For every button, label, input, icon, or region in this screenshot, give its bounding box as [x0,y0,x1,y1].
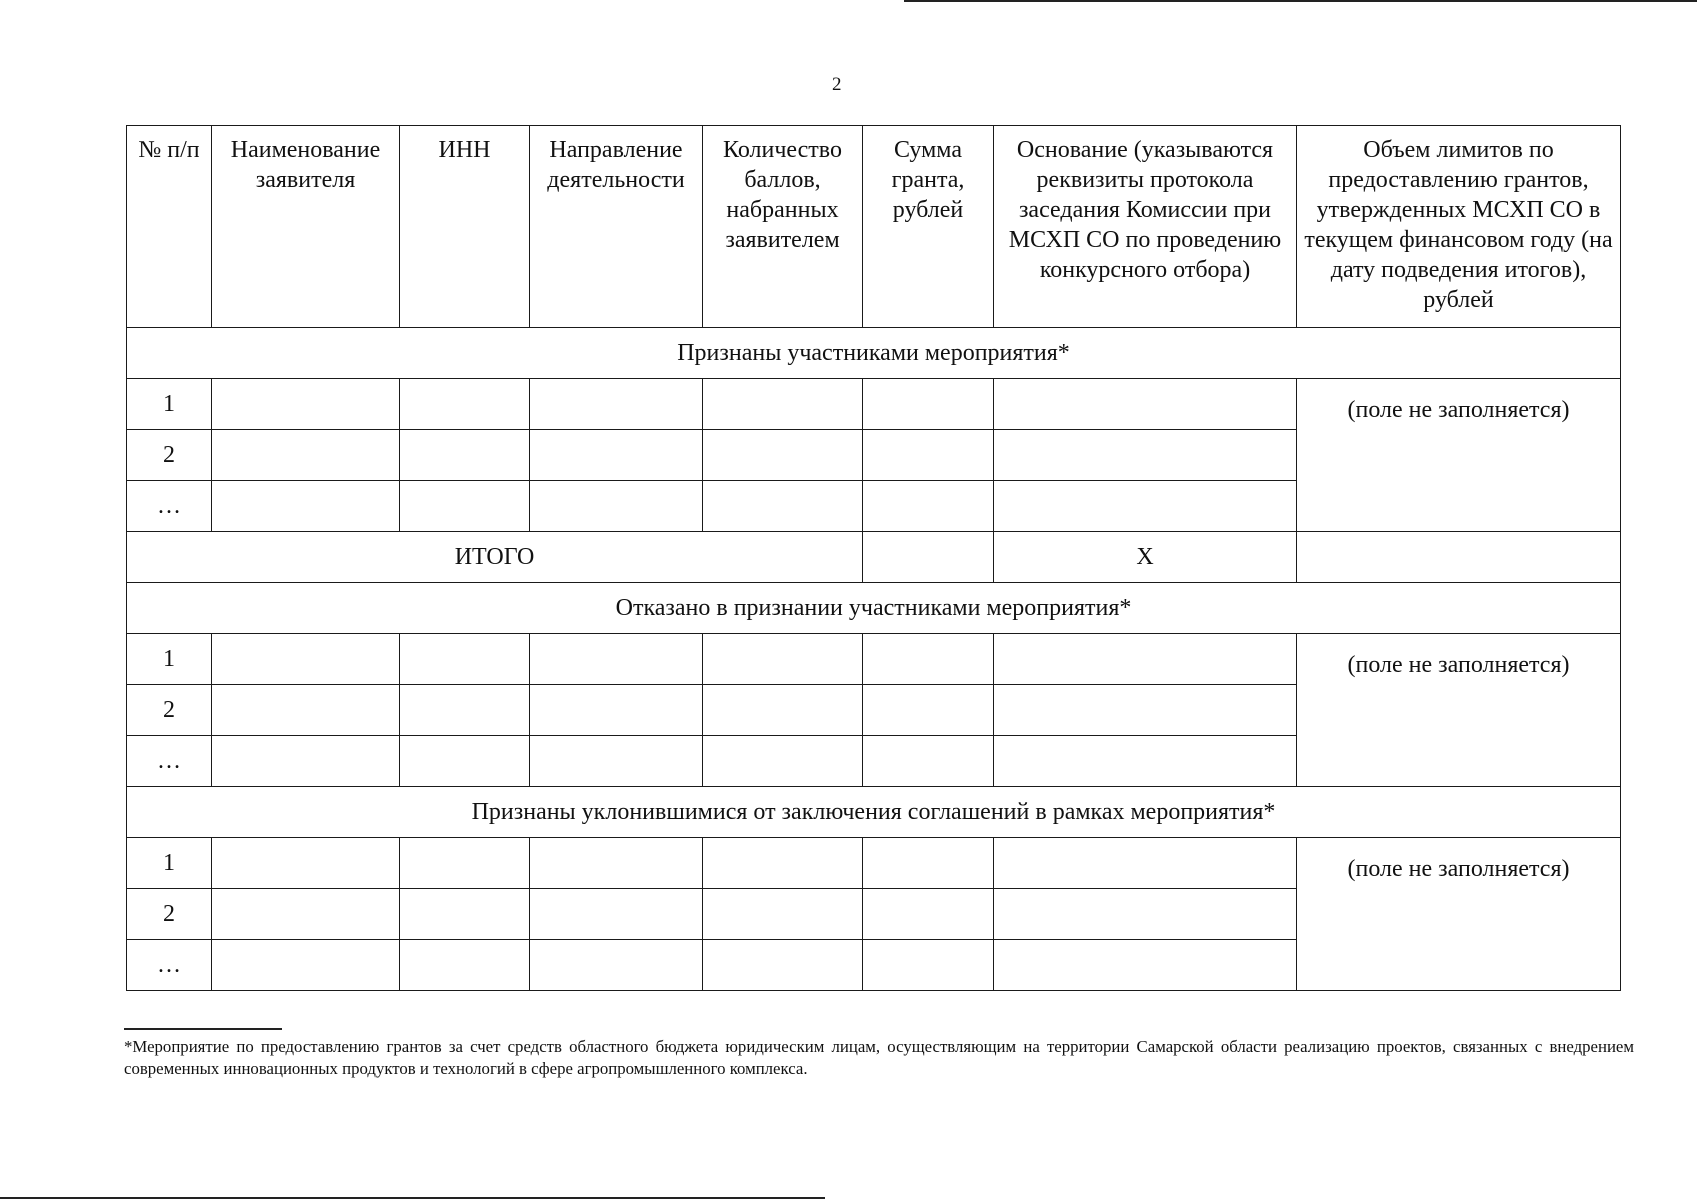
section-title: Признаны участниками мероприятия* [127,328,1621,379]
note-cell: (поле не заполняется) [1297,838,1621,991]
page-number: 2 [832,74,842,95]
row-number: 1 [127,379,212,430]
cell-score [703,838,863,889]
cell-applicant [212,430,400,481]
cell-activity [530,685,703,736]
cell-amount [863,940,994,991]
cell-basis [994,379,1297,430]
cell-basis [994,940,1297,991]
header-inn: ИНН [400,126,530,328]
cell-applicant [212,481,400,532]
cell-score [703,736,863,787]
cell-basis [994,838,1297,889]
cell-score [703,481,863,532]
cell-inn [400,736,530,787]
cell-basis [994,736,1297,787]
cell-score [703,685,863,736]
cell-activity [530,634,703,685]
row-number: 2 [127,430,212,481]
cell-activity [530,481,703,532]
cell-amount [863,379,994,430]
row-number: 2 [127,889,212,940]
note-cell: (поле не заполняется) [1297,634,1621,787]
section-row [127,787,1621,838]
cell-applicant [212,889,400,940]
cell-basis [994,634,1297,685]
row-number: … [127,940,212,991]
cell-applicant [212,379,400,430]
cell-amount [863,634,994,685]
header-limits: Объем лимитов по предоставлению грантов, утвержденных МСХП СО в текущем финансовом году (на дату подведения итогов), рублей [1297,126,1621,328]
table-row [127,838,1621,889]
cell-score [703,430,863,481]
cell-activity [530,838,703,889]
cell-applicant [212,940,400,991]
cell-basis [994,481,1297,532]
header-score: Количество баллов, набранных заявителем [703,126,863,328]
cell-applicant [212,685,400,736]
cell-applicant [212,634,400,685]
cell-amount [863,736,994,787]
cell-score [703,940,863,991]
row-number: … [127,481,212,532]
cell-applicant [212,736,400,787]
total-amount [863,532,994,583]
cell-inn [400,889,530,940]
header-grant-amount: Сумма гранта, рублей [863,126,994,328]
cell-inn [400,481,530,532]
cell-amount [863,481,994,532]
row-number: … [127,736,212,787]
cell-inn [400,940,530,991]
note-cell: (поле не заполняется) [1297,379,1621,532]
total-label: ИТОГО [127,532,863,583]
header-basis: Основание (указываются реквизиты протокола заседания Комиссии при МСХП СО по проведению конкурсного отбора) [994,126,1297,328]
cell-basis [994,430,1297,481]
cell-amount [863,889,994,940]
total-row [127,532,1621,583]
section-row [127,583,1621,634]
results-table [126,125,1621,991]
cell-amount [863,430,994,481]
cell-activity [530,736,703,787]
bottom-rule [0,1197,825,1199]
total-limits [1297,532,1621,583]
cell-applicant [212,838,400,889]
row-number: 1 [127,838,212,889]
cell-amount [863,838,994,889]
cell-activity [530,430,703,481]
cell-inn [400,430,530,481]
total-basis-mark: X [994,532,1297,583]
row-number: 1 [127,634,212,685]
cell-score [703,634,863,685]
cell-inn [400,838,530,889]
header-number: № п/п [127,126,212,328]
top-rule [904,0,1697,2]
section-title: Признаны уклонившимися от заключения соглашений в рамках мероприятия* [127,787,1621,838]
cell-inn [400,685,530,736]
section-row [127,328,1621,379]
cell-activity [530,889,703,940]
footnote: *Мероприятие по предоставлению грантов за счет средств областного бюджета юридическим лицам, осуществляющим на территории Самарской области реализацию проектов, связанных с внедрением современных инновационных продуктов и технологий в сфере агропромышленного комплекса. [124,1037,1634,1078]
cell-basis [994,685,1297,736]
header-applicant-name: Наименование заявителя [212,126,400,328]
cell-inn [400,634,530,685]
cell-basis [994,889,1297,940]
cell-activity [530,940,703,991]
cell-score [703,379,863,430]
table-row [127,379,1621,430]
header-activity: Направление деятельности [530,126,703,328]
cell-score [703,889,863,940]
footnote-rule [124,1028,282,1030]
header-row [127,126,1621,328]
section-title: Отказано в признании участниками мероприятия* [127,583,1621,634]
cell-amount [863,685,994,736]
row-number: 2 [127,685,212,736]
cell-inn [400,379,530,430]
cell-activity [530,379,703,430]
table-row [127,634,1621,685]
